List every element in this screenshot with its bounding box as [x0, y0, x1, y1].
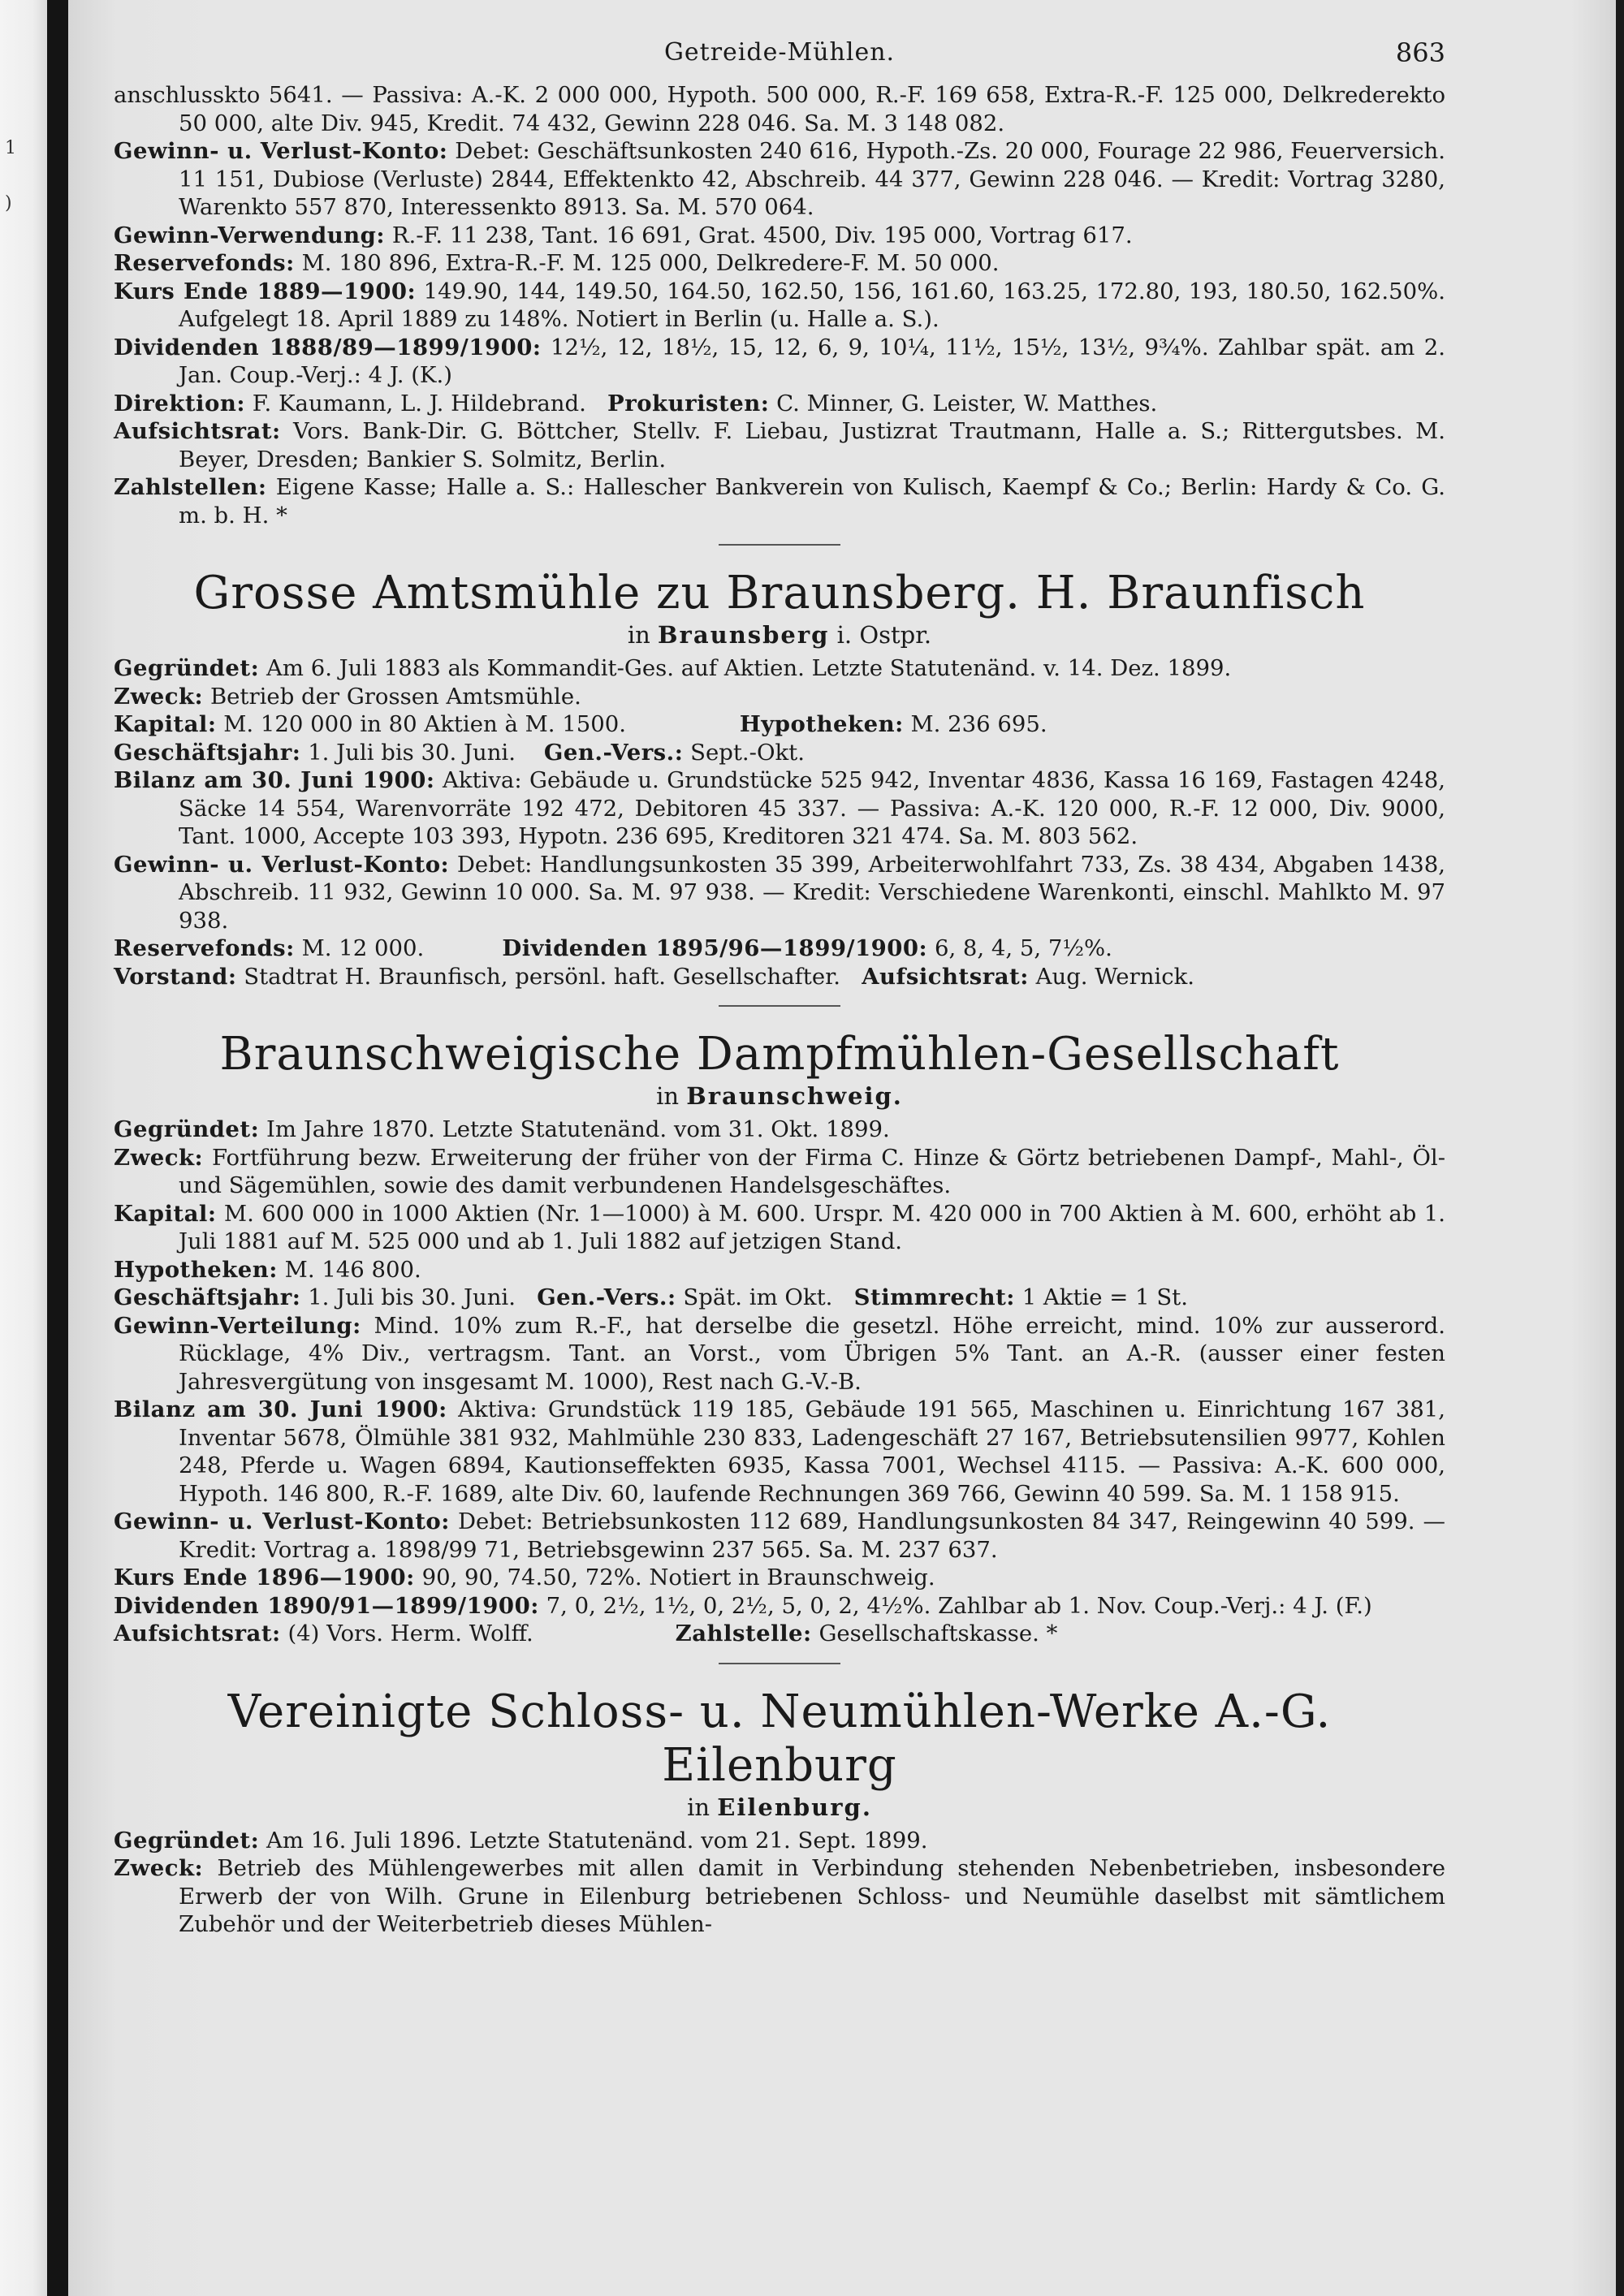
text: i. Ostpr.: [836, 621, 932, 649]
label: Kurs Ende 1889—1900:: [114, 278, 417, 304]
label: Gewinn-Verwendung:: [114, 222, 386, 248]
label: Geschäftsjahr:: [114, 739, 301, 766]
text: Aug. Wernick.: [1035, 963, 1195, 990]
text: 1. Juli bis 30. Juni.: [308, 1284, 516, 1310]
gutter-mark: ): [5, 193, 12, 214]
entry-eilenburg: [114, 1685, 1445, 1939]
text: Mind. 10% zum R.-F., hat derselbe die gesetzl. Höhe erreicht, mind. 10% zur ausserord. Rücklage, 4% Div., vertragsm. Tant. an Vorst., vom Übrigen 5% Tant. an A.-R. (ausser einer festen Jahresvergütung von insgesamt M. 1000), Rest nach G.-V.-B.: [179, 1312, 1445, 1395]
dividends: [114, 334, 1445, 390]
section-divider: [719, 544, 840, 546]
label: Gewinn- u. Verlust-Konto:: [114, 1508, 450, 1534]
text: M. 12 000.: [301, 935, 425, 961]
text: Debet: Geschäftsunkosten 240 616, Hypoth.-Zs. 20 000, Fourage 22 986, Feuerversich. 11 151, Dubiose (Verluste) 2844, Effektenkto 42, Abschreib. 44 377, Gewinn 228 046. — Kredit: Vortrag 3280, Warenkto 557 870, Interessenkto 8913. Sa. M. 570 064.: [179, 138, 1446, 220]
reserve-funds: [114, 249, 1445, 278]
share-price: [114, 1564, 1445, 1592]
board: [114, 963, 1445, 991]
text: M. 146 800.: [284, 1256, 421, 1283]
label: Vorstand:: [114, 963, 237, 990]
entry-amtsmuehle: [114, 567, 1445, 990]
label: Gegründet:: [114, 1827, 260, 1854]
town-name: Braunsberg: [658, 621, 830, 649]
text: Stadtrat H. Braunfisch, persönl. haft. Gesellschafter.: [244, 963, 840, 990]
text: Betrieb des Mühlengewerbes mit allen damit in Verbindung stehenden Nebenbetrieben, insbesondere Erwerb der von Wilh. Grune in Eilenburg betriebenen Schloss- und Neumühle daselbst mit sämtlichem Zubehör und der Weiterbetrieb dieses Mühlen-: [179, 1855, 1445, 1937]
company-title: Braunschweigische Dampfmühlen-Gesellschaft: [219, 1028, 1340, 1081]
text: Im Jahre 1870. Letzte Statutenänd. vom 31. Okt. 1899.: [266, 1116, 890, 1142]
text: 1 Aktie = 1 St.: [1021, 1284, 1188, 1310]
text: R.-F. 11 238, Tant. 16 691, Grat. 4500, Div. 195 000, Vortrag 617.: [391, 222, 1133, 248]
label: Dividenden 1890/91—1899/1900:: [114, 1592, 539, 1619]
entry-braunschweig: [114, 1028, 1445, 1648]
left-gutter: [0, 0, 47, 2296]
text: 7, 0, 2½, 1½, 0, 2½, 5, 0, 2, 4½%. Zahlbar ab 1. Nov. Coup.-Verj.: 4 J. (F.): [546, 1592, 1372, 1619]
balance-continued: [114, 81, 1445, 137]
text: Sept.-Okt.: [690, 739, 805, 766]
label: Gen.-Vers.:: [537, 1284, 676, 1310]
entry-continued: [114, 81, 1445, 529]
profit-loss-account: [114, 137, 1445, 222]
text: M. 600 000 in 1000 Aktien (Nr. 1—1000) à M. 600. Urspr. M. 420 000 in 700 Aktien à M. 600, erhöht ab 1. Juli 1881 auf M. 525 000 und ab 1. Juli 1882 auf jetzigen Stand.: [179, 1200, 1446, 1254]
label: Kurs Ende 1896—1900:: [114, 1564, 415, 1590]
supervisory-board: [114, 417, 1445, 473]
profit-loss-account: [114, 851, 1445, 935]
label: Zweck:: [114, 1855, 204, 1881]
running-head: [114, 32, 1445, 81]
town-name: Eilenburg.: [717, 1793, 872, 1821]
text: M. 236 695.: [910, 711, 1047, 737]
text: in: [656, 1082, 680, 1110]
text: Betrieb der Grossen Amtsmühle.: [209, 683, 581, 710]
text: in: [627, 621, 650, 649]
text: Am 6. Juli 1883 als Kommandit-Ges. auf Aktien. Letzte Statutenänd. v. 14. Dez. 1899.: [266, 655, 1232, 681]
text: M. 120 000 in 80 Aktien à M. 1500.: [223, 711, 626, 737]
text: 6, 8, 4, 5, 7½%.: [934, 935, 1112, 961]
running-title: Getreide-Mühlen.: [663, 38, 896, 67]
label: Aufsichtsrat:: [114, 1621, 281, 1646]
label: Gewinn- u. Verlust-Konto:: [114, 138, 448, 164]
label: Hypotheken:: [739, 711, 904, 737]
company-location: [114, 1793, 1445, 1822]
text: anschlusskto 5641. — Passiva: A.-K. 2 000 000, Hypoth. 500 000, R.-F. 169 658, Extra-R.-F. 125 000, Delkrederekto 50 000, alte Div. 945, Kredit. 74 432, Gewinn 228 046. Sa. M. 3 148 082.: [114, 82, 1445, 136]
share-price: [114, 278, 1445, 334]
paying-agents: [114, 473, 1445, 529]
label: Bilanz am 30. Juni 1900:: [114, 767, 435, 793]
purpose: [114, 1854, 1445, 1939]
founded: [114, 654, 1445, 683]
label: Reservefonds:: [114, 935, 295, 961]
board-and-paying-agent: [114, 1620, 1445, 1648]
text: Debet: Handlungsunkosten 35 399, Arbeiterwohlfahrt 733, Zs. 38 434, Abgaben 1438, Abschreib. 11 932, Gewinn 10 000. Sa. M. 97 938. — Kredit: Verschiedene Warenkonti, einschl. Mahlkto M. 97 938.: [179, 851, 1445, 934]
founded: [114, 1827, 1445, 1855]
text: Debet: Betriebsunkosten 112 689, Handlungsunkosten 84 347, Reingewinn 40 599. — Kredit: Vortrag a. 1898/99 71, Betriebsgewinn 237 565. Sa. M. 237 637.: [179, 1508, 1445, 1563]
founded: [114, 1116, 1445, 1144]
profit-loss-account: [114, 1508, 1445, 1564]
label: Dividenden 1888/89—1899/1900:: [114, 334, 542, 360]
mortgages: [114, 1256, 1445, 1284]
management: [114, 390, 1445, 418]
text: 149.90, 144, 149.50, 164.50, 162.50, 156, 161.60, 163.25, 172.80, 193, 180.50, 162.50%. Aufgelegt 18. April 1889 zu 148%. Notiert in Berlin (u. Halle a. S.).: [179, 278, 1445, 332]
text: in: [687, 1793, 710, 1821]
label: Reservefonds:: [114, 250, 295, 276]
label: Prokuristen:: [607, 390, 770, 416]
label: Stimmrecht:: [853, 1284, 1015, 1310]
text: Gesellschaftskasse. *: [818, 1621, 1058, 1646]
fiscal-year: [114, 1284, 1445, 1312]
company-location: [114, 620, 1445, 650]
label: Direktion:: [114, 390, 245, 416]
label: Kapital:: [114, 711, 217, 737]
page-edge: [1616, 0, 1624, 2296]
text: Eigene Kasse; Halle a. S.: Hallescher Bankverein von Kulisch, Kaempf & Co.; Berlin: Hardy & Co. G. m. b. H. *: [179, 474, 1445, 529]
profit-distribution: [114, 1312, 1445, 1396]
label: Bilanz am 30. Juni 1900:: [114, 1396, 447, 1422]
section-divider: [719, 1663, 840, 1664]
text: Aktiva: Grundstück 119 185, Gebäude 191 565, Maschinen u. Einrichtung 167 381, Inventar 5678, Ölmühle 381 932, Mahlmühle 230 833, Ladengeschäft 27 167, Betriebsutensilien 9977, Kohlen 248, Pferde u. Wagen 6894, Kautionseffekten 6935, Kassa 7001, Wechsel 4115. — Passiva: A.-K. 600 000, Hypoth. 146 800, R.-F. 1689, alte Div. 60, laufende Rechnungen 369 766, Gewinn 40 599. Sa. M. 1 158 915.: [179, 1396, 1445, 1507]
text: (4) Vors. Herm. Wolff.: [287, 1621, 533, 1646]
label: Gewinn-Verteilung:: [114, 1312, 361, 1339]
gutter-mark: 1: [5, 138, 16, 158]
balance-sheet: [114, 1396, 1445, 1508]
label: Zahlstelle:: [675, 1621, 812, 1646]
label: Hypotheken:: [114, 1256, 278, 1283]
purpose: [114, 1144, 1445, 1200]
label: Kapital:: [114, 1200, 217, 1227]
text: Fortführung bezw. Erweiterung der früher von der Firma C. Hinze & Görtz betriebenen Dampf-, Mahl-, Öl- und Sägemühlen, sowie des damit verbundenen Handelsgeschäftes.: [179, 1144, 1445, 1198]
capital: [114, 1200, 1445, 1256]
text: C. Minner, G. Leister, W. Matthes.: [776, 390, 1158, 416]
text: Vors. Bank-Dir. G. Böttcher, Stellv. F. Liebau, Justizrat Trautmann, Halle a. S.; Rittergutsbes. M. Beyer, Dresden; Bankier S. Solmitz, Berlin.: [179, 418, 1445, 473]
town-name: Braunschweig.: [686, 1082, 903, 1110]
profit-allocation: [114, 222, 1445, 250]
page-content: [114, 32, 1445, 1942]
text: Am 16. Juli 1896. Letzte Statutenänd. vom 21. Sept. 1899.: [266, 1827, 928, 1854]
text: Aktiva: Gebäude u. Grundstücke 525 942, Inventar 4836, Kassa 16 169, Fastagen 4248, Säcke 14 554, Warenvorräte 192 472, Debitoren 45 337. — Passiva: A.-K. 120 000, R.-F. 12 000, Div. 9000, Tant. 1000, Accepte 103 393, Hypotn. 236 695, Kreditoren 321 474. Sa. M. 803 562.: [179, 767, 1445, 849]
section-divider: [719, 1005, 840, 1007]
text: M. 180 896, Extra-R.-F. M. 125 000, Delkredere-F. M. 50 000.: [301, 250, 1000, 276]
label: Zweck:: [114, 1144, 204, 1171]
label: Gewinn- u. Verlust-Konto:: [114, 851, 450, 878]
reserves-dividends: [114, 934, 1445, 963]
label: Aufsichtsrat:: [114, 418, 281, 444]
book-spine-shadow: [47, 0, 68, 2296]
label: Gegründet:: [114, 655, 260, 681]
text: Spät. im Okt.: [683, 1284, 833, 1310]
purpose: [114, 683, 1445, 711]
label: Gegründet:: [114, 1116, 260, 1142]
text: 90, 90, 74.50, 72%. Notiert in Braunschweig.: [421, 1564, 935, 1590]
balance-sheet: [114, 766, 1445, 851]
label: Geschäftsjahr:: [114, 1284, 301, 1310]
text: 1. Juli bis 30. Juni.: [308, 739, 516, 766]
text: 12½, 12, 18½, 15, 12, 6, 9, 10¼, 11½, 15½, 13½, 9¾%. Zahlbar spät. am 2. Jan. Coup.-Verj.: 4 J. (K.): [179, 334, 1445, 388]
label: Zahlstellen:: [114, 474, 267, 500]
company-title: Vereinigte Schloss- u. Neumühlen-Werke A.-G. Eilenburg: [227, 1685, 1332, 1792]
label: Dividenden 1895/96—1899/1900:: [502, 935, 928, 961]
label: Gen.-Vers.:: [543, 739, 684, 766]
dividends: [114, 1592, 1445, 1621]
text: F. Kaumann, L. J. Hildebrand.: [252, 390, 586, 416]
capital-mortgages: [114, 710, 1445, 739]
fiscal-year: [114, 739, 1445, 767]
company-title: Grosse Amtsmühle zu Braunsberg. H. Braunfisch: [193, 567, 1366, 619]
page-number: 863: [1395, 37, 1445, 68]
label: Zweck:: [114, 683, 204, 710]
label: Aufsichtsrat:: [862, 963, 1029, 990]
company-location: [114, 1081, 1445, 1111]
